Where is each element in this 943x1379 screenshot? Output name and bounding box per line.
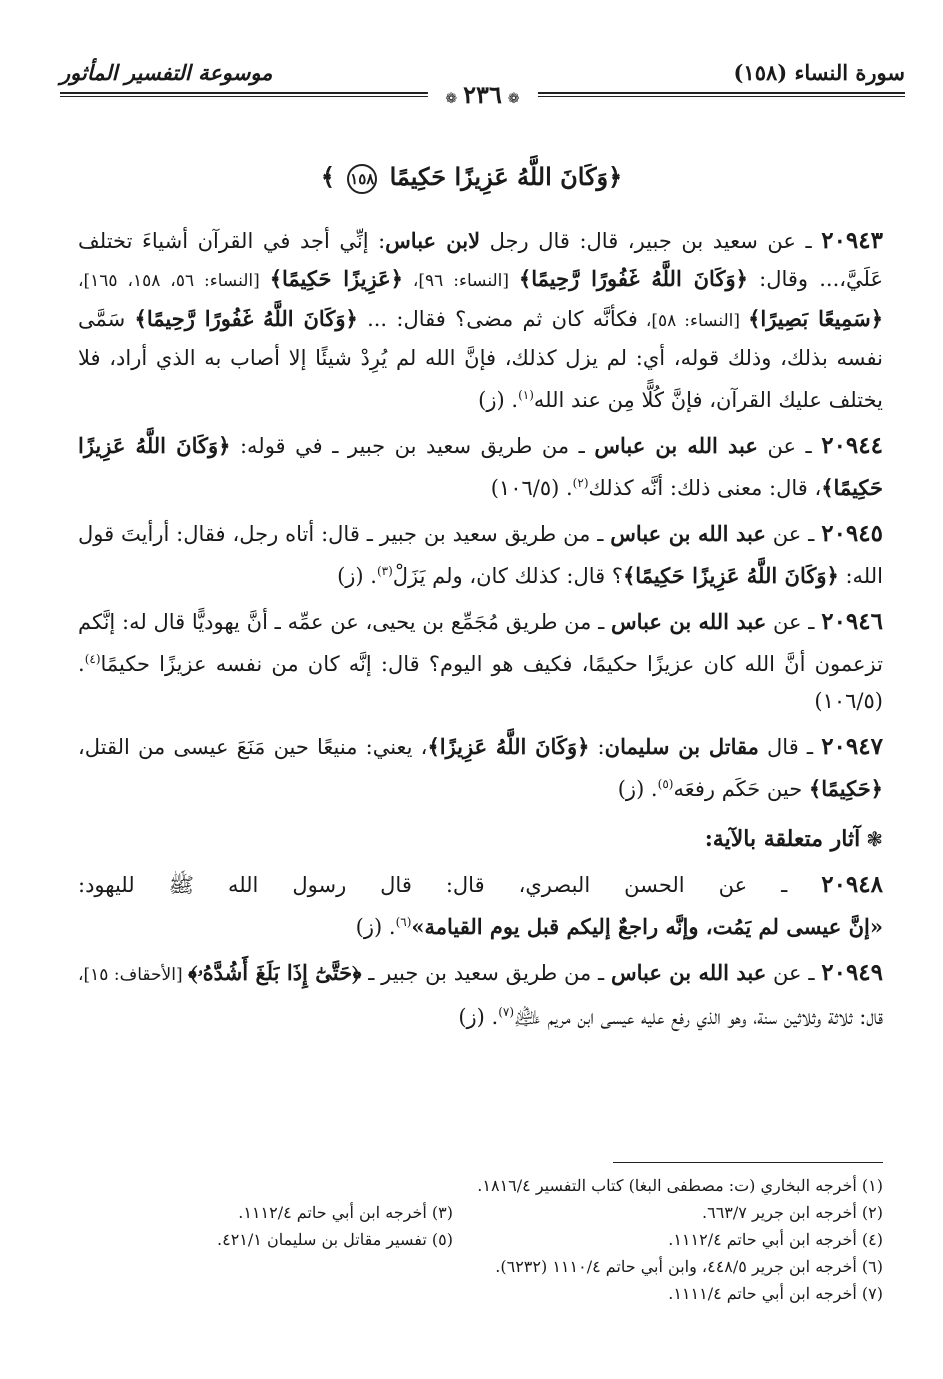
related-narration-list (78, 866, 883, 1036)
narration-text: . (ز) (337, 564, 377, 588)
verse-number-medallion: ١٥٨ (347, 164, 377, 194)
verse-heading (0, 162, 943, 194)
flower-ornament-icon: ❃ (866, 827, 883, 851)
narration-text: ـ قال (758, 735, 822, 759)
footnote-divider (613, 1162, 883, 1163)
footnote-marker: (٧) (498, 1005, 515, 1019)
narration-entry (78, 427, 883, 507)
narration-list (78, 222, 883, 808)
surah-title: سورة النساء (١٥٨) (733, 60, 905, 85)
quran-quote: ﴿حَتَّىٰٓ إِذَا بَلَغَ أَشُدَّهُۥ﴾ (188, 960, 362, 985)
narration-text: ، قال: معنى ذلك: أنَّه كذلك (588, 476, 822, 500)
narration-entry (78, 728, 883, 808)
narrator-name: عبد الله بن عباس (594, 433, 758, 458)
narration-text: حين حَكَم رفعَه (673, 777, 809, 801)
section-title: آثار متعلقة بالآية: (704, 826, 861, 852)
section-heading (78, 826, 883, 852)
narration-text: . (ز) (617, 777, 658, 801)
footnote-marker: (٣) (376, 564, 393, 578)
verse-reference: [النساء: ٥٦، ١٥٨، ١٦٥]، (78, 271, 270, 291)
footnote-marker: (١) (518, 388, 534, 402)
quran-quote: ﴿وَكَانَ اللَّهُ غَفُورًا رَّحِيمًا﴾ (518, 266, 748, 291)
quran-quote: ﴿سَمِيعًا بَصِيرًا﴾ (748, 306, 884, 331)
book-title: موسوعة التفسير المأثور (60, 60, 273, 85)
narrator-name: عبد الله بن عباس (611, 609, 767, 634)
page-header (60, 50, 905, 110)
narrator-name: لابن عباس (385, 228, 481, 253)
narration-text: . (١٠٦/٥) (78, 652, 883, 713)
narration-text: . (١٠٦/٥) (490, 476, 573, 500)
narration-text: قال: ثلاثة وثلاثين سنة، وهو الذي رفع عليه عيسى ابن مريم ﵇ (514, 1005, 883, 1029)
narration-text: فكأنَّه كان ثم مضى؟ فقال: ... (357, 307, 638, 331)
footnote-row (78, 1172, 883, 1199)
narration-text: ـ عن (766, 961, 822, 985)
narration-text: ـ من طريق سعيد بن جبير ـ قال: أتاه رجل، فقال: أرأيتَ قول الله: (78, 522, 883, 588)
narration-text: ـ من طريق سعيد بن جبير ـ في قوله: (230, 434, 595, 458)
footnote: (٤) أخرجه ابن أبي حاتم ١١١٢/٤. (668, 1230, 883, 1249)
narration-text: ، يعني: منيعًا حين مَنَعَ عيسى من القتل، (78, 735, 428, 759)
narration-text: ـ عن (765, 522, 822, 546)
narration-text: ـ من طريق سعيد بن جبير ـ (361, 961, 611, 985)
footnote: (٢) أخرجه ابن جرير ٦٦٣/٧. (702, 1203, 883, 1222)
footnote: (٣) أخرجه ابن أبي حاتم ١١١٢/٤. (238, 1203, 453, 1222)
footnote: (١) أخرجه البخاري (ت: مصطفى البغا) كتاب التفسير ١٨١٦/٤. (477, 1176, 883, 1195)
footnote: (٧) أخرجه ابن أبي حاتم ١١١١/٤. (668, 1284, 883, 1303)
narration-text: سَمَّى نفسه بذلك، وذلك قوله، أي: لم يزل كذلك، فإنَّ الله لم يُرِدْ شيئًا إلا أصاب به الذي أراد، فلا يختلف عليك القرآن، فإنَّ كُلًّا مِن عند الله (78, 307, 883, 412)
footnote-row (78, 1226, 883, 1253)
page-number (427, 80, 537, 109)
footnotes (78, 1172, 883, 1307)
narration-number: ٢٠٩٤٨ (821, 871, 883, 898)
quran-quote: ﴿حَكِيمًا﴾ (808, 776, 883, 801)
page-number-text: ٢٣٦ (463, 80, 502, 109)
narration-number: ٢٠٩٤٦ (821, 608, 883, 635)
narration-text: ـ عن (766, 610, 822, 634)
narrator-name: مقاتل بن سليمان (604, 734, 759, 759)
verse-close-bracket: ﴾ (320, 162, 335, 191)
quran-quote: ﴿عَزِيزًا حَكِيمًا﴾ (269, 266, 403, 291)
quran-quote: ﴿وَكَانَ اللَّهُ غَفُورًا رَّحِيمًا﴾ (134, 306, 358, 331)
narration-text: ـ عن سعيد بن جبير، قال: قال رجل (480, 229, 822, 253)
narration-text: . (ز) (355, 915, 396, 939)
narration-text: : إنِّي أجد في القرآن أشياءَ تختلف عَلَيَّ،... وقال: (78, 229, 884, 291)
footnote-marker: (٤) (84, 652, 101, 666)
quran-quote: ﴿وَكَانَ اللَّهُ عَزِيزًا﴾ (427, 734, 590, 759)
narration-text: ـ من طريق مُجَمِّع بن يحيى، عن عمِّه ـ أنَّ يهوديًّا قال له: إنَّكم تزعمون أنَّ الله كان عزيزًا حكيمًا، فكيف هو اليوم؟ قال: إنَّه كان من نفسه عزيزًا حكيمًا (78, 610, 883, 676)
verse-reference: [الأحقاف: ١٥]، (78, 965, 189, 985)
verse-text: ﴿وَكَانَ اللَّهُ عَزِيزًا حَكِيمًا (389, 162, 623, 191)
narration-text: ؟ قال: كذلك كان، ولم يَزَلْ (392, 564, 623, 588)
footnote-marker: (٦) (395, 915, 412, 929)
narration-number: ٢٠٩٤٤ (821, 432, 883, 459)
narration-number: ٢٠٩٤٥ (821, 520, 883, 547)
quran-quote: ﴿وَكَانَ اللَّهُ عَزِيزًا حَكِيمًا﴾ (623, 563, 839, 588)
main-text (78, 222, 883, 1044)
quran-quote: ﴿وَكَانَ اللَّهُ عَزِيزًا حَكِيمًا﴾ (78, 433, 883, 500)
narration-text: ـ عن (757, 434, 822, 458)
footnote-marker: (٥) (657, 777, 674, 791)
narrator-name: عبد الله بن عباس (610, 521, 766, 546)
narration-text: . (ز) (458, 1005, 499, 1029)
narrator-name: عبد الله بن عباس (610, 960, 767, 985)
footnote: (٦) أخرجه ابن جرير ٤٤٨/٥، وابن أبي حاتم ١١١٠/٤ (٦٢٣٢). (495, 1257, 883, 1276)
narration-entry (78, 222, 883, 419)
narration-entry (78, 866, 883, 946)
narration-text: . (ز) (478, 388, 519, 412)
narration-entry (78, 603, 883, 720)
narration-text: : (589, 735, 605, 759)
verse-reference: [النساء: ٩٦]، (402, 271, 519, 291)
narration-number: ٢٠٩٤٣ (821, 227, 883, 254)
ornament-icon: ❁ (445, 91, 458, 107)
narrator-name: «إنَّ عيسى لم يَمُت، وإنَّه راجعٌ إليكم قبل يوم القيامة» (411, 914, 883, 939)
narration-entry (78, 954, 883, 1036)
verse-reference: [النساء: ٥٨]، (637, 311, 749, 331)
narration-number: ٢٠٩٤٩ (821, 959, 884, 986)
footnote: (٥) تفسير مقاتل بن سليمان ٤٢١/١. (217, 1230, 453, 1249)
narration-entry (78, 515, 883, 595)
narration-text: ـ عن الحسن البصري، قال: قال رسول الله ﷺ لليهود: (78, 873, 822, 897)
ornament-icon: ❁ (507, 91, 520, 107)
footnote-row (78, 1199, 883, 1226)
footnote-row (78, 1253, 883, 1280)
footnote-row (78, 1280, 883, 1307)
footnote-marker: (٢) (572, 476, 589, 490)
narration-number: ٢٠٩٤٧ (821, 733, 883, 760)
